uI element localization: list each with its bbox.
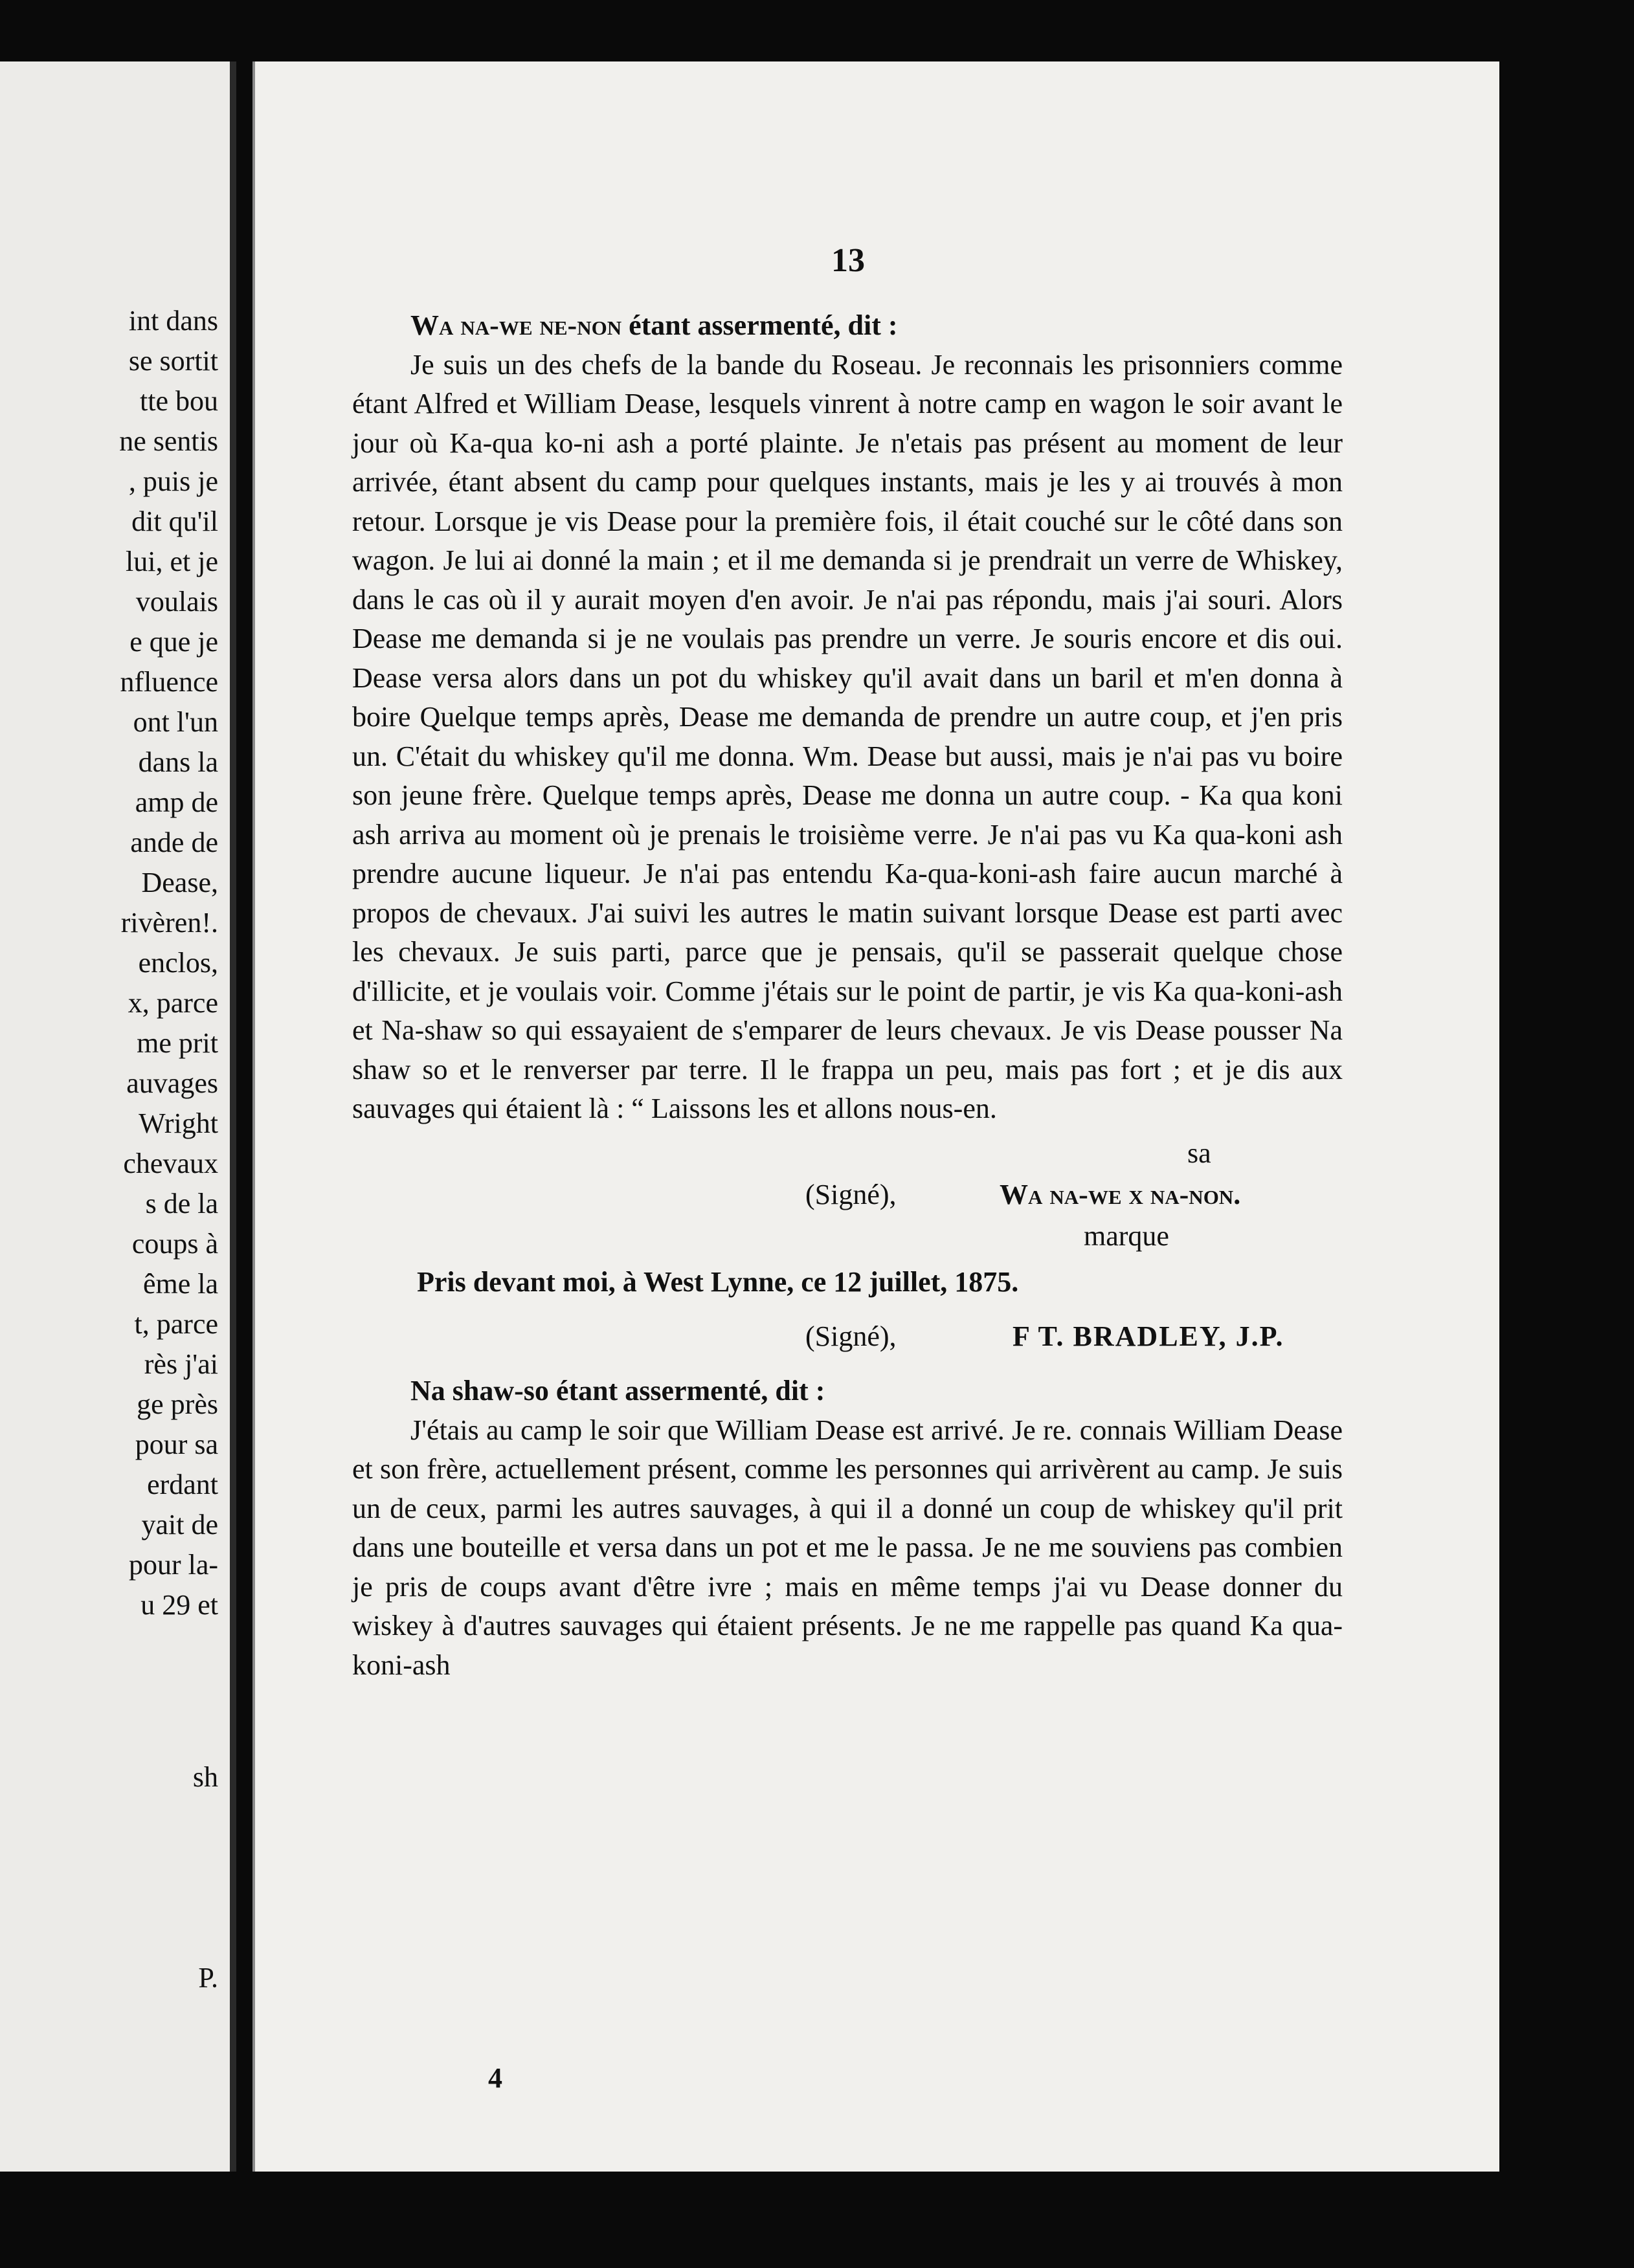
signature-name: Wa na-we x na-non. [1000, 1178, 1241, 1210]
left-line: me prit [137, 1027, 218, 1059]
left-line: Wright [139, 1107, 218, 1139]
left-line: pour sa [135, 1429, 218, 1460]
document-page [252, 61, 1499, 2172]
left-line: u 29 et [140, 1589, 218, 1621]
page-body [352, 306, 1343, 1685]
left-line: , puis je [128, 465, 218, 497]
left-line: dit qu'il [131, 506, 218, 537]
left-line: ême la [142, 1268, 218, 1300]
testimony-paragraph: Je suis un des chefs de la bande du Roseau. Je reconnais les prisonniers comme étant Alfred et William Dease, lesquels vinrent à notre camp en wagon le soir avant le jour où Ka-qua ko-ni ash a porté plainte. Je n'etais pas présent au moment de leur arrivée, étant absent du camp pour quelques instants, mais je les y ai trouvés à mon retour. Lorsque je vis Dease pour la première fois, il était couché sur le côté dans son wagon. Je lui ai donné la main ; et il me demanda si je prendrait un verre de Whiskey, dans le cas où il y aurait moyen d'en avoir. Je n'ai pas répondu, mais j'ai souri. Alors Dease me demanda si je ne voulais pas prendre un verre. Je souris encore et dis oui. Dease versa alors dans un pot du whiskey qu'il avait dans un baril et m'en donna à boire Quelque temps après, Dease me demanda de prendre un autre coup, et j'en pris un. C'était du whiskey qu'il me donna. Wm. Dease but aussi, mais je n'ai pas vu boire son jeune frère. Quelque temps après, Dease me donna un autre coup. - Ka qua koni ash arriva au moment où je prenais le troisième verre. Je n'ai pas vu Ka qua-koni ash prendre aucune liqueur. Je n'ai pas entendu Ka-qua-koni-ash faire aucun marché à propos de chevaux. J'ai suivi les autres le matin suivant lorsque Dease est parti avec les chevaux. Je suis parti, parce que je pensais, qu'il se passerait quelque chose d'illicite, et je voulais voir. Comme j'étais sur le point de partir, je vis Ka qua-koni-ash et Na-shaw so qui essayaient de s'emparer de leurs chevaux. Je vis Dease pousser Na shaw so et le renverser par terre. Il le frappa un peu, mais pas fort ; et je dis aux sauvages qui étaient là : “ Laissons les et allons nous-en. [352, 348, 1343, 1124]
left-line: int dans [128, 305, 218, 337]
signature-label: (Signé), [805, 1320, 897, 1352]
left-line: tte bou [140, 385, 218, 417]
left-line: pour la- [128, 1549, 218, 1581]
justice-signature [352, 1308, 1343, 1368]
testimony-paragraph: J'étais au camp le soir que William Dease est arrivé. Je re. connais William Dease et son frère, actuellement présent, comme les personnes qui arrivèrent au camp. Je suis un de ceux, parmi les autres sauvages, à qui il a donné un coup de whiskey qu'il prit dans une bouteille et versa dans un pot et me le passa. Je ne me souviens pas combien je pris de coups avant d'être ivre ; mais en même temps j'ai vu Dease donner du wiskey à d'autres sauvages qui étaient présents. Je ne me rappelle pas quand Ka qua-koni-ash [352, 1414, 1343, 1681]
left-line: dans la [138, 746, 218, 778]
deponent-heading [352, 306, 1343, 346]
deponent-name: Wa na-we ne-non [410, 309, 622, 341]
left-line: nfluence [120, 666, 218, 698]
page-number: 13 [831, 242, 865, 279]
deponent-heading: Na shaw-so étant assermenté, dit : [410, 1375, 825, 1406]
sworn-before-line: Pris devant moi, à West Lynne, ce 12 juillet, 1875. [417, 1265, 1019, 1298]
left-line: erdant [147, 1469, 218, 1500]
left-line: chevaux [123, 1148, 218, 1179]
left-line: ande de [130, 827, 218, 858]
left-line: rès j'ai [144, 1348, 218, 1380]
left-line: rivèren!. [120, 907, 218, 939]
left-line: voulais [135, 586, 218, 617]
left-line: coups à [131, 1228, 218, 1260]
justice-name: F T. BRADLEY, J.P. [1013, 1320, 1284, 1352]
signature-mark: 4 [488, 2062, 502, 2094]
left-line: se sortit [128, 345, 218, 377]
signature-marque: marque [1084, 1219, 1169, 1252]
left-line: P. [198, 1962, 218, 1994]
left-line: yait de [141, 1509, 218, 1540]
left-line: ont l'un [133, 706, 218, 738]
left-line: Dease, [141, 867, 218, 898]
left-line: auvages [126, 1067, 218, 1099]
left-line: amp de [135, 786, 218, 818]
left-line: ge près [137, 1388, 218, 1420]
left-line: enclos, [138, 947, 218, 979]
left-line: x, parce [128, 987, 218, 1019]
left-line: e que je [129, 626, 218, 658]
left-line: s de la [145, 1188, 218, 1219]
deponent-heading-rest: étant assermenté, dit : [621, 309, 898, 341]
left-line: lui, et je [126, 546, 218, 577]
left-line: ne sentis [119, 425, 218, 457]
left-line: t, parce [134, 1308, 218, 1340]
left-line: sh [192, 1761, 218, 1793]
signature-block [352, 1134, 1343, 1260]
left-page [0, 61, 236, 2172]
signature-label: (Signé), [805, 1178, 897, 1210]
left-page-text [5, 301, 218, 1625]
signature-sa: sa [1187, 1137, 1211, 1169]
